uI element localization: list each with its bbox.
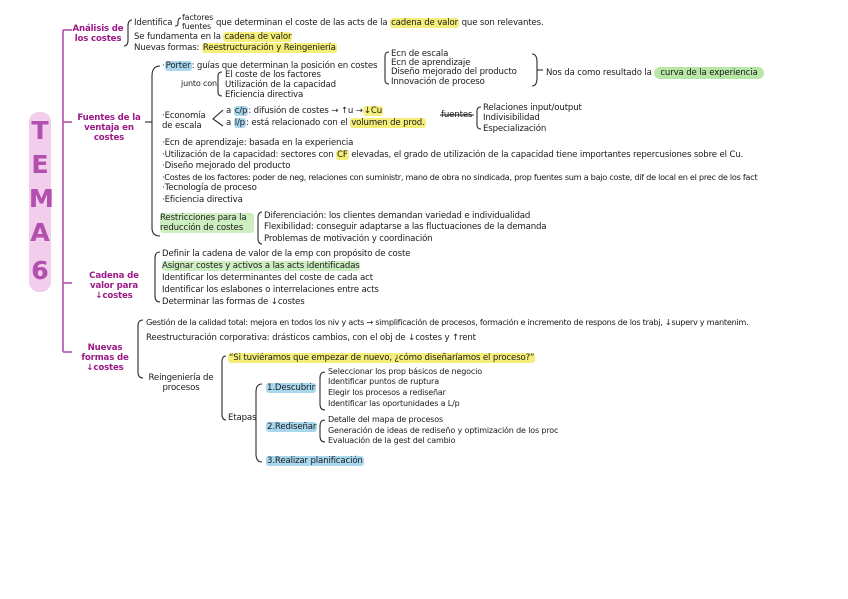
resultado-text: Nos da como resultado la curva de la experiencia [546,68,764,78]
descubrir-item: Identificar las oportunidades a L/p [328,399,460,408]
list-tecnologia: ·Tecnología de proceso [162,183,257,193]
economia-cp: a c/p: difusión de costes → ↑u →↓Cu [226,106,383,116]
economia-lp: a l/p: está relacionado con el volumen de prod. [226,118,425,128]
tema-letter: M [29,184,54,213]
list-diseno: ·Diseño mejorado del producto [162,161,291,171]
porter-right-item: Ecn de aprendizaje [391,58,471,68]
tema-number: 6 [31,256,49,285]
restriccion-item: Diferenciación: los clientes demandan variedad e individualidad [264,211,531,221]
tema-letter: E [31,150,49,179]
section-nuevas: Nuevas formas de ↓costes [81,343,129,373]
factores-text: factores [182,13,214,22]
etapa-redisenar: 2.Rediseñar [267,422,317,432]
restricciones-label: Restricciones para la reducción de costes [160,213,254,233]
cadena-item: Asignar costes y activos a las acts identificadas [162,261,360,271]
nuevas-formas-text: Nuevas formas: Reestructuración y Reingeniería [134,43,336,53]
reingenieria-label: Reingeniería de procesos [148,373,214,393]
reestructuracion: Reestructuración corporativa: drásticos cambios, con el obj de ↓costes y ↑rent [146,333,476,343]
fundamenta-text: Se fundamenta en la cadena de valor [134,32,292,42]
descubrir-item: Elegir los procesos a rediseñar [328,388,446,397]
porter-text: ·Porter: guías que determinan la posición en costes [162,61,378,71]
list-costes: ·Costes de los factores: poder de neg, relaciones con suministr, mano de obra no sindicada, prop fuentes sum a bajo coste, dif de local en el prec de los fact [162,172,758,182]
list-ecn: ·Ecn de aprendizaje: basada en la experiencia [162,138,354,148]
section-analisis: Análisis de los costes [72,24,124,44]
fuentes-text: fuentes [182,22,212,31]
cadena-item: Identificar los determinantes del coste de cada act [162,273,373,283]
descubrir-item: Identificar puntos de ruptura [328,377,439,386]
economia-fuente-item: Relaciones input/output [483,103,582,113]
etapa-realizar: 3.Realizar planificación [267,456,363,466]
economia-label: ·Economía de escala [162,111,206,131]
gestion-calidad: Gestión de la calidad total: mejora en todos los niv y acts → simplificación de procesos, formación e incremento de respons de los trabj, ↓superv y mantenim. [146,317,749,327]
porter-item: Utilización de la capacidad [225,80,336,90]
redisenar-item: Generación de ideas de rediseño y optimización de los proc [328,426,559,435]
list-eficiencia: ·Eficiencia directiva [162,195,243,205]
restriccion-item: Problemas de motivación y coordinación [264,234,433,244]
redisenar-item: Detalle del mapa de procesos [328,415,443,424]
etapas-label: Etapas [228,413,257,423]
economia-fuente-item: Indivisibilidad [483,113,540,123]
section-cadena: Cadena de valor para ↓costes [89,271,139,301]
redisenar-item: Evaluación de la gest del cambio [328,436,456,445]
reingenieria-quote: “Si tuviéramos que empezar de nuevo, ¿cómo diseñaríamos el proceso?” [229,353,535,363]
identifica-label: Identifica [134,18,173,28]
tema-letter: A [30,218,50,247]
economia-fuentes-label: fuentes [441,110,473,120]
list-utilizacion: ·Utilización de la capacidad: sectores con CF elevadas, el grado de utilización de la capacidad tiene importantes repercusiones sobre el Cu. [162,150,744,160]
determinan-text: que determinan el coste de las acts de la cadena de valor que son relevantes. [216,18,544,28]
porter-right-item: Diseño mejorado del producto [391,67,517,77]
porter-item: El coste de los factores [225,70,321,80]
restriccion-item: Flexibilidad: conseguir adaptarse a las fluctuaciones de la demanda [264,222,547,232]
etapa-descubrir: 1.Descubrir [267,383,316,393]
section-fuentes: Fuentes de la ventaja en costes [77,113,141,143]
porter-item: Eficiencia directiva [225,90,304,100]
descubrir-item: Seleccionar los prop básicos de negocio [328,367,482,376]
cadena-item: Identificar los eslabones o interrelaciones entre acts [162,285,379,295]
economia-fuente-item: Especialización [483,124,547,134]
cadena-item: Definir la cadena de valor de la emp con propósito de coste [162,249,411,259]
porter-right-item: Ecn de escala [391,49,449,59]
tema-letter: T [31,116,49,145]
porter-right-item: Innovación de proceso [391,77,485,87]
cadena-item: Determinar las formas de ↓costes [162,297,305,307]
junto-con-label: junto con [181,79,217,88]
